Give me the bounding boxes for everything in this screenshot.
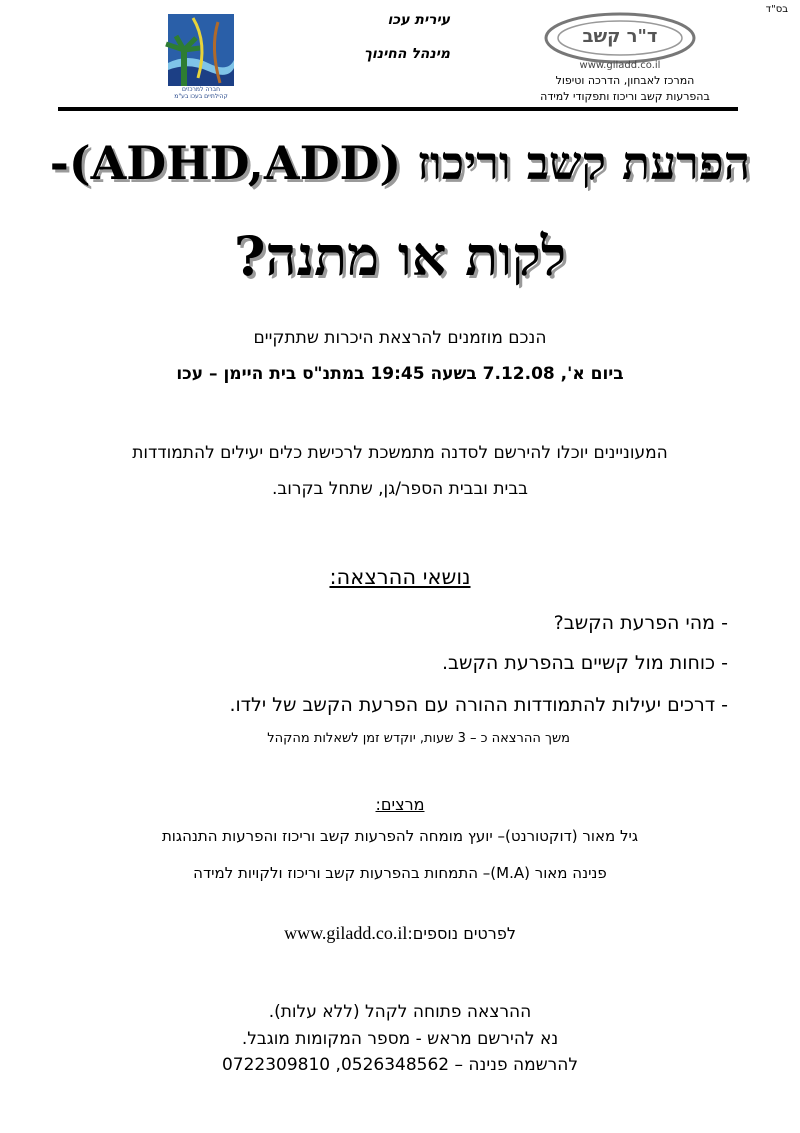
topics-heading: נושאי ההרצאה: (329, 565, 471, 589)
details-line (0, 923, 800, 944)
course-line1: המעוניינים יוכלו להירשם לסדנה מתמשכת לרכישת כלים יעילים להתמודדות (132, 443, 668, 463)
duration-note: משך ההרצאה כ – 3 שעות, יוקדש זמן לשאלות מהקהל (267, 731, 570, 746)
city-name: עירית עכו (387, 12, 450, 28)
department-name: מינהל החינוך (363, 46, 450, 62)
logo-left-line2: קהילתיים בעכו בע"מ (174, 93, 228, 100)
invite-line1: הנכם מוזמנים להרצאת היכרות שתתקיים (253, 328, 547, 348)
logo-brand: ד"ר קשב (582, 26, 658, 47)
logo-url: www.giladd.co.il (579, 60, 661, 71)
speaker-item: גיל מאור (דוקטורנט)– יועץ מומחה להפרעות קשב וריכוז והפרעות התנהגות (161, 827, 639, 845)
footer-line2: נא להירשם מראש - מספר המקומות מוגבל. (241, 1029, 559, 1049)
dr-keshev-logo (520, 8, 730, 108)
topic-text: דרכים יעילות להתמודדות ההורה עם הפרעת הקשב של ילדו. (229, 694, 716, 716)
topic-text: כוחות מול קשיים בהפרעת הקשב. (441, 652, 716, 674)
details-url[interactable]: www.giladd.co.il (284, 923, 408, 943)
logo-line2: בהפרעות קשב וריכוז ותפקודי למידה (540, 90, 710, 103)
page-subtitle: לקות או מתנה? (233, 224, 567, 288)
bsd-mark: בס"ד (765, 4, 788, 15)
topic-item: - כוחות מול קשיים בהפרעת הקשב. (441, 652, 728, 674)
details-label: לפרטים נוספים: (407, 924, 516, 943)
course-line2: בבית ובבית הספר/גן, שתחל בקרוב. (272, 479, 528, 499)
community-centers-logo (148, 8, 238, 100)
logo-left-line1: חברה למרכזים (181, 86, 221, 93)
topic-text: מהי הפרעת הקשב? (553, 612, 716, 634)
header-divider (58, 107, 738, 111)
footer-line1: ההרצאה פתוחה לקהל (ללא עלות). (268, 1002, 532, 1022)
footer-line3: להרשמה פנינה – 0526348562, 0722309810 (221, 1055, 579, 1075)
logo-line1: המרכז לאבחון, הדרכה וטיפול (555, 74, 695, 87)
speaker-item: פנינה מאור (M.A)– התמחות בהפרעות קשב וריכוז ולקויות למידה (193, 864, 607, 882)
page-title: הפרעת קשב וריכוז (ADHD,ADD)- (49, 136, 751, 190)
topic-item: - דרכים יעילות להתמודדות ההורה עם הפרעת הקשב של ילדו. (229, 694, 728, 716)
speakers-heading: מרצים: (375, 795, 425, 814)
topic-item: - מהי הפרעת הקשב? (553, 612, 728, 634)
invite-line2: ביום א', 7.12.08 בשעה 19:45 במתנ"ס בית היימן – עכו (176, 364, 624, 384)
